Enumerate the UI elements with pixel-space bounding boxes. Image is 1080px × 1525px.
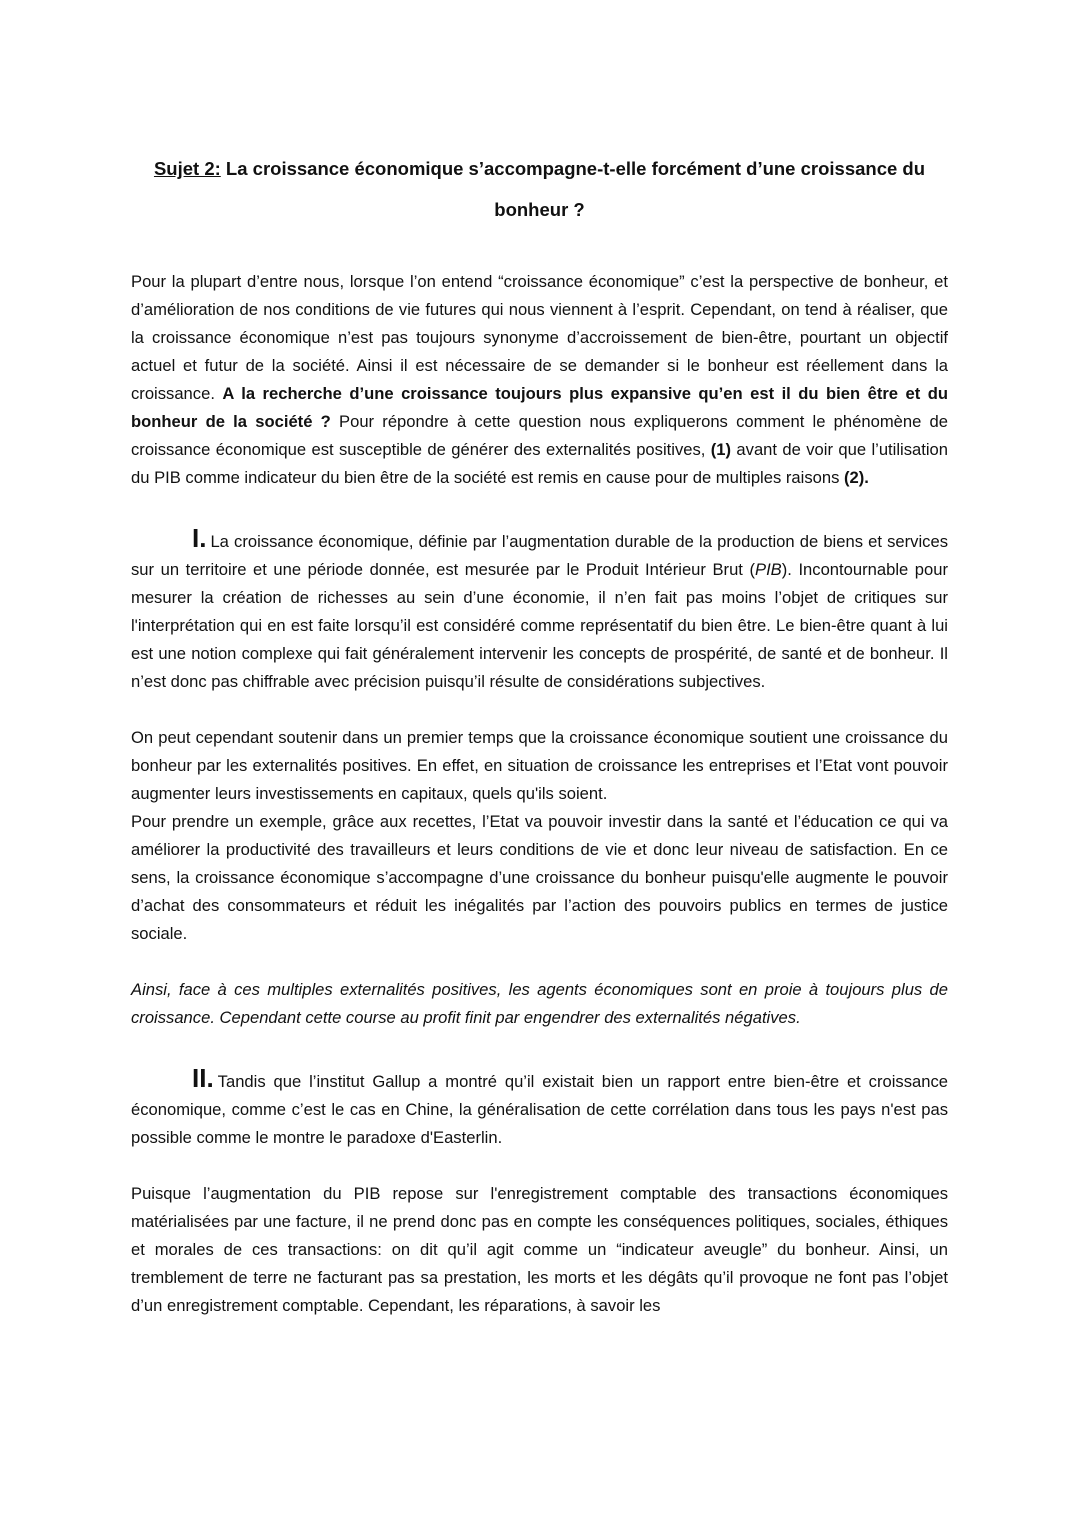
section-1-paragraph-1: I. La croissance économique, définie par l’augmentation durable de la production de biens et services sur un territoire et une période donnée, est mesurée par le Produit Intérieur Brut (PIB). Incontournable pour mesurer la création de richesses au sein d’une économie, il n’en fait pas moins l’objet de critiques sur l'interprétation qui en est faite lorsqu’il est considéré comme représentatif du bien être. Le bien-être quant à lui est une notion complexe qui fait généralement intervenir les concepts de prospérité, de santé et de bonheur. Il n’est donc pas chiffrable avec précision puisqu’il résulte de considérations subjectives. (131, 523, 948, 691)
pib-abbr: PIB (755, 560, 782, 579)
document-title (131, 148, 948, 230)
document-page (131, 148, 948, 1320)
section-1-numeral: I. (192, 523, 207, 553)
section-2-paragraph-1: II. Tandis que l’institut Gallup a montré qu’il existait bien un rapport entre bien-être et croissance économique, comme c’est le cas en Chine, la généralisation de cette corrélation dans tous les pays n'est pas possible comme le montre le paradoxe d'Easterlin. (131, 1063, 948, 1147)
section-1-paragraph-3: Pour prendre un exemple, grâce aux recettes, l’Etat va pouvoir investir dans la santé et l’éducation ce qui va améliorer la productivité des travailleurs et leurs conditions de vie et donc leur niveau de satisfaction. En ce sens, la croissance économique s’accompagne d’une croissance du bonheur puisqu'elle augmente le pouvoir d’achat des consommateurs et réduit les inégalités par l’action des pouvoirs publics en termes de justice sociale. (131, 812, 948, 943)
section-2-numeral: II. (192, 1063, 214, 1093)
plan-mark-2: (2). (843, 468, 869, 487)
intro-paragraph: Pour la plupart d’entre nous, lorsque l’on entend “croissance économique” c’est la perspective de bonheur, et d’amélioration de nos conditions de vie futures qui nous viennent à l’esprit. Cependant, on tend à réaliser, que la croissance économique n’est pas toujours synonyme d’accroissement de bien-être, pourtant un objectif actuel et futur de la société. Ainsi il est nécessaire de se demander si le bonheur est réellement dans la croissance. A la recherche d’une croissance toujours plus expansive qu’en est il du bien être et du bonheur de la société ? Pour répondre à cette question nous expliquerons comment le phénomène de croissance économique est susceptible de générer des externalités positives, (1) avant de voir que l’utilisation du PIB comme indicateur du bien être de la société est remis en cause pour de multiples raisons (2). (131, 272, 949, 487)
section-2-paragraph-2: Puisque l’augmentation du PIB repose sur l'enregistrement comptable des transactions économiques matérialisées par une facture, il ne prend donc pas en compte les conséquences politiques, sociales, éthiques et morales de ces transactions: on dit qu’il agit comme un “indicateur aveugle” du bonheur. Ainsi, un tremblement de terre ne facturant pas sa prestation, les morts et les dégâts qu’il provoque ne font pas l’objet d’un enregistrement comptable. Cependant, les réparations, à savoir les (131, 1184, 948, 1315)
section-1-transition: Ainsi, face à ces multiples externalités positives, les agents économiques sont en proie à toujours plus de croissance. Cependant cette course au profit finit par engendrer des externalités négatives. (131, 980, 948, 1027)
title-text: La croissance économique s’accompagne-t-elle forcément d’une croissance du bonheur ? (220, 158, 926, 220)
problem-question: A la recherche d’une croissance toujours plus expansive qu’en est il du bien être et du bonheur de la société ? (131, 384, 948, 431)
plan-mark-1: (1) (710, 440, 732, 459)
subject-label: Sujet 2: (153, 158, 221, 179)
section-1-paragraph-2: On peut cependant soutenir dans un premier temps que la croissance économique soutient une croissance du bonheur par les externalités positives. En effet, en situation de croissance les entreprises et l’Etat vont pouvoir augmenter leurs investissements en capitaux, quels qu'ils soient. (131, 728, 948, 803)
